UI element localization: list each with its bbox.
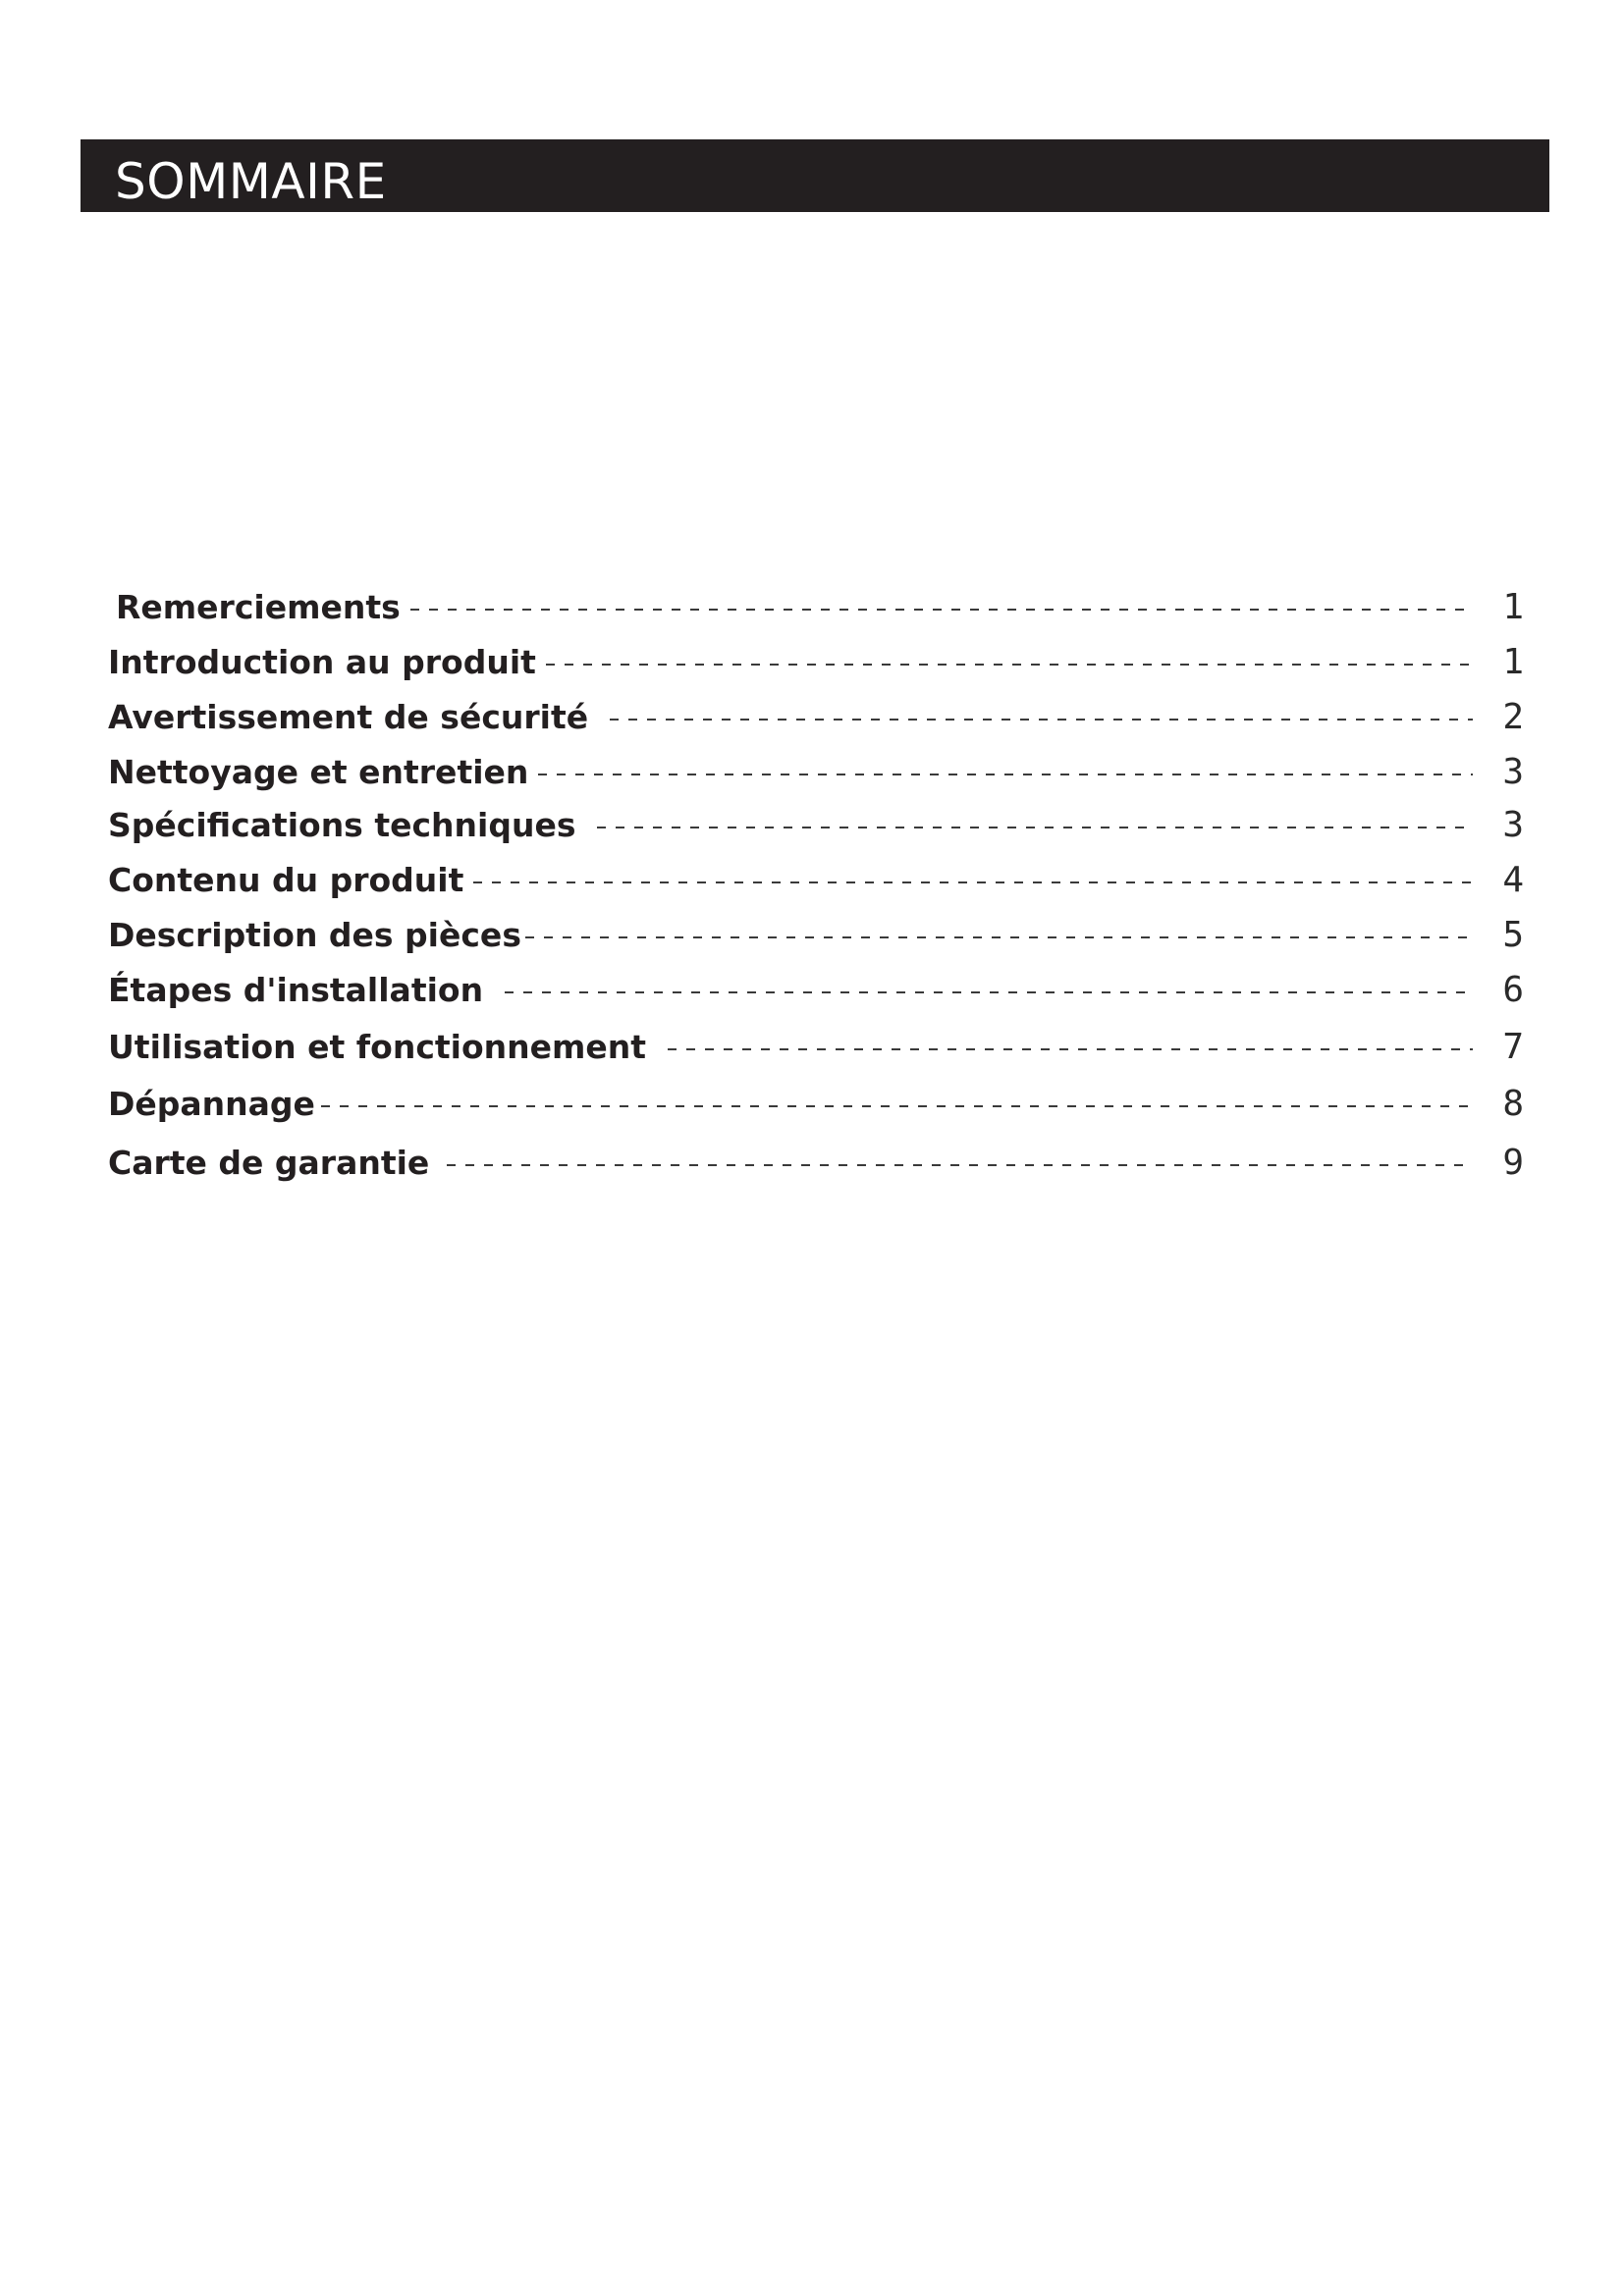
- toc-dot-leader: [321, 1105, 1473, 1107]
- page-title: SOMMAIRE: [115, 153, 387, 210]
- toc-entry-label: Spécifications techniques: [108, 805, 576, 844]
- toc-entry-page: 1: [1502, 586, 1524, 627]
- toc-dot-leader: [538, 774, 1473, 775]
- toc-entry-label: Avertissement de sécurité: [108, 697, 589, 736]
- toc-entry-page: 9: [1502, 1142, 1524, 1183]
- toc-entry[interactable]: [108, 962, 1524, 1017]
- toc-entry-label: Utilisation et fonctionnement: [108, 1027, 647, 1066]
- toc-entry-page: 3: [1502, 751, 1524, 792]
- toc-entry[interactable]: [108, 689, 1524, 744]
- toc-entry[interactable]: [108, 1135, 1524, 1190]
- toc-entry[interactable]: [108, 907, 1524, 962]
- toc-entry[interactable]: [108, 797, 1524, 852]
- toc-entry-label: Contenu du produit: [108, 860, 464, 899]
- toc-entry[interactable]: [108, 1019, 1524, 1074]
- toc-dot-leader: [447, 1164, 1473, 1166]
- toc-entry[interactable]: [108, 1076, 1524, 1131]
- toc-dot-leader: [505, 991, 1473, 993]
- toc-entry-label: Dépannage: [108, 1084, 315, 1123]
- toc-entry-label: Étapes d'installation: [108, 970, 484, 1009]
- toc-entry[interactable]: [108, 852, 1524, 907]
- toc-entry-label: Remerciements: [116, 587, 401, 626]
- toc-dot-leader: [473, 881, 1473, 883]
- toc-entry-page: 6: [1502, 969, 1524, 1010]
- toc-dot-leader: [546, 664, 1473, 666]
- toc-entry-page: 5: [1502, 914, 1524, 955]
- toc-entry-label: Description des pièces: [108, 915, 521, 954]
- toc-dot-leader: [525, 936, 1473, 938]
- toc-entry-label: Carte de garantie: [108, 1143, 430, 1182]
- toc-dot-leader: [597, 827, 1473, 828]
- toc-dot-leader: [668, 1048, 1473, 1050]
- toc-entry-page: 7: [1502, 1026, 1524, 1067]
- toc-entry[interactable]: [108, 634, 1524, 689]
- title-bar: [81, 139, 1549, 212]
- toc-dot-leader: [610, 719, 1473, 721]
- toc-dot-leader: [410, 609, 1473, 611]
- toc-entry-page: 3: [1502, 804, 1524, 845]
- toc-entry-page: 2: [1502, 696, 1524, 737]
- toc-entry-page: 4: [1502, 859, 1524, 900]
- toc-entry[interactable]: [108, 744, 1524, 799]
- toc-entry-label: Introduction au produit: [108, 642, 536, 681]
- toc-entry[interactable]: [108, 579, 1524, 634]
- toc-entry-page: 1: [1502, 641, 1524, 682]
- toc-entry-page: 8: [1502, 1083, 1524, 1124]
- toc-entry-label: Nettoyage et entretien: [108, 752, 529, 791]
